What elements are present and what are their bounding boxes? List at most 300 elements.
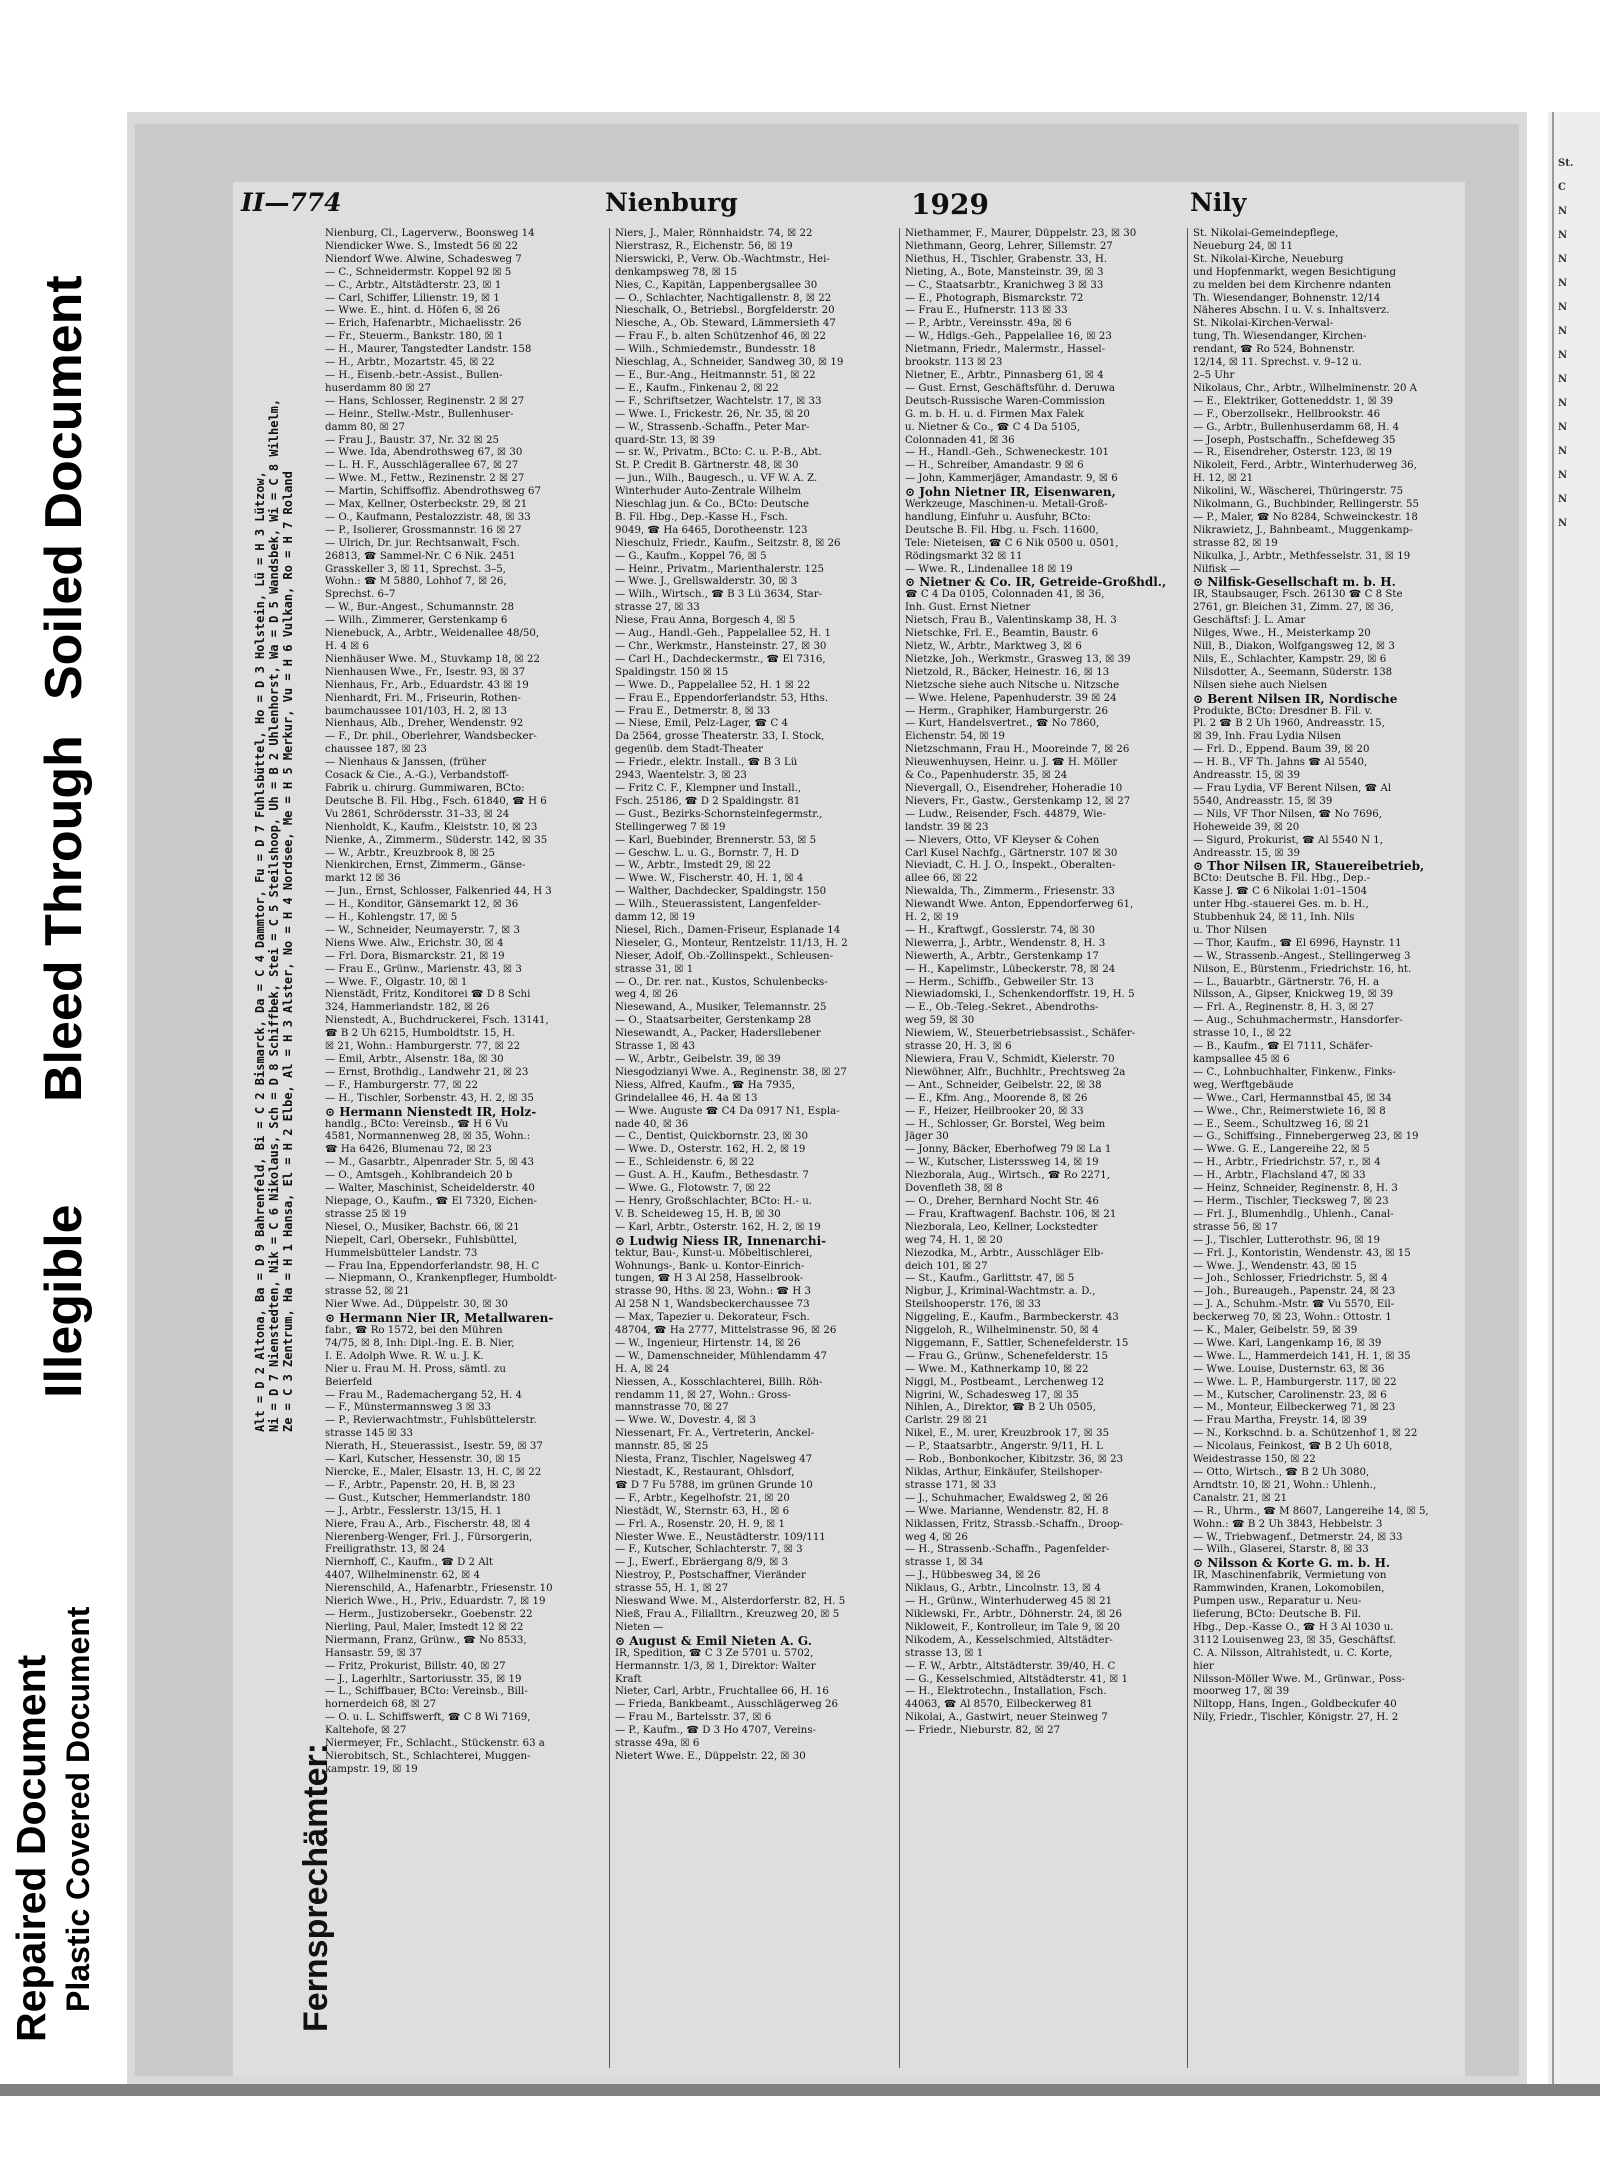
directory-entry: strasse 55, H. 1, ☒ 27: [615, 1583, 729, 1595]
directory-entry: — Herm., Justizobersekr., Goebenstr. 22: [325, 1608, 533, 1620]
directory-entry: landstr. 39 ☒ 23: [905, 821, 989, 833]
directory-entry: — Wwe. Helene, Papenhuderstr. 39 ☒ 24: [905, 692, 1117, 704]
directory-entry: mannstrasse 70, ☒ 27: [615, 1402, 729, 1414]
directory-entry: — W., Strassenb.-Schaffn., Peter Mar-: [615, 421, 810, 433]
fragment-letter: St.: [1558, 158, 1574, 169]
directory-entry: Neueburg 24, ☒ 11: [1193, 240, 1294, 252]
directory-entry: strasse 171, ☒ 33: [905, 1479, 997, 1491]
directory-entry: — F., Dr. phil., Oberlehrer, Wandsbecker-: [325, 731, 537, 743]
directory-entry: — Jun., Ernst, Schlosser, Falkenried 44, H 3: [325, 886, 552, 898]
directory-entry: Nilson, E., Bürstenm., Friedrichstr. 16, ht.: [1193, 963, 1412, 975]
directory-entry: moorweg 17, ☒ 39: [1193, 1686, 1290, 1698]
directory-entry: unter Hbg.-stauerei Ges. m. b. H.,: [1193, 899, 1369, 911]
directory-entry: Arndtstr. 10, ☒ 21, Wohn.: Uhlenh.,: [1193, 1479, 1377, 1491]
directory-entry: — L., Bauarbtr., Gärtnerstr. 76, H. a: [1193, 976, 1380, 988]
directory-entry: Niewalda, Th., Zimmerm., Friesenstr. 33: [905, 886, 1115, 898]
directory-entry: strasse 10, I., ☒ 22: [1193, 1028, 1292, 1040]
directory-entry: Grasskeller 3, ☒ 11, Sprechst. 3–5,: [325, 563, 506, 575]
directory-entry: — Gust. Ernst, Geschäftsführ. d. Deruwa: [905, 382, 1115, 394]
directory-entry: Hermannstr. 1/3, ☒ 1, Direktor: Walter: [615, 1660, 816, 1672]
directory-entry: Niester Wwe. E., Neustädterstr. 109/111: [615, 1531, 826, 1543]
directory-entry: Stubbenhuk 24, ☒ 11, Inh. Nils: [1193, 912, 1355, 924]
directory-entry: — Joh., Bureaugeh., Papenstr. 24, ☒ 23: [1193, 1286, 1396, 1298]
directory-entry: — Wwe. R., Lindenallee 18 ☒ 19: [905, 563, 1073, 575]
directory-entry: & Co., Papenhuderstr. 35, ☒ 24: [905, 770, 1068, 782]
directory-entry: — Karl, Buebinder, Brennerstr. 53, ☒ 5: [615, 834, 817, 846]
directory-entry: Nilsson, A., Gipser, Knickweg 19, ☒ 39: [1193, 989, 1394, 1001]
directory-entry: Wohn.: ☎ M 5880, Lohhof 7, ☒ 26,: [325, 576, 507, 588]
directory-entry: — B., Kaufm., ☎ El 7111, Schäfer-: [1193, 1041, 1373, 1053]
directory-entry: — K., Maler, Geibelstr. 59, ☒ 39: [1193, 1325, 1358, 1337]
directory-entry: handlung, Einfuhr u. Ausfuhr, BCto:: [905, 511, 1091, 523]
directory-entry: Nikrawietz, J., Bahnbeamt., Muggenkamp-: [1193, 524, 1413, 536]
directory-entry: deich 101, ☒ 27: [905, 1260, 988, 1272]
directory-entry: Beierfeld: [325, 1376, 373, 1388]
directory-entry: ⊙ Nietner & Co. IR, Getreide-Großhdl.,: [905, 576, 1167, 590]
directory-entry: — Max, Tapezier u. Dekorateur, Fsch.: [615, 1312, 810, 1324]
directory-entry: ☒ 39, Inh. Frau Lydia Nilsen: [1193, 731, 1341, 743]
directory-column-3: [905, 228, 1183, 2074]
directory-entry: Hbg., Dep.-Kasse O., ☎ H 3 Al 1030 u.: [1193, 1621, 1394, 1633]
soiled-document-label: Soiled Document: [35, 275, 93, 700]
directory-entry: — Wwe., Chr., Reimerstwiete 16, ☒ 8: [1193, 1105, 1386, 1117]
directory-entry: — G., Arbtr., Bullenhuserdamm 68, H. 4: [1193, 421, 1400, 433]
directory-entry: baumchaussee 101/103, H. 2, ☒ 13: [325, 705, 507, 717]
directory-entry: — Frl. Dora, Bismarckstr. 21, ☒ 19: [325, 950, 505, 962]
directory-entry: — Nils, VF Thor Nilsen, ☎ No 7696,: [1193, 808, 1382, 820]
directory-entry: ⊙ Nilfisk-Gesellschaft m. b. H.: [1193, 576, 1396, 590]
directory-entry: — J., Tischler, Lutterothstr. 96, ☒ 19: [1193, 1234, 1381, 1246]
directory-entry: — jun., Wilh., Baugesch., u. VF W. A. Z.: [615, 473, 818, 485]
directory-entry: 26813, ☎ Sammel-Nr. C 6 Nik. 2451: [325, 550, 516, 562]
scan-bottom-edge: [0, 2084, 1600, 2096]
directory-entry: damm 12, ☒ 19: [615, 912, 695, 924]
directory-entry: Niklewski, Fr., Arbtr., Döhnerstr. 24, ☒ 26: [905, 1608, 1122, 1620]
directory-entry: — E., Seem., Schultzweg 16, ☒ 21: [1193, 1118, 1370, 1130]
directory-entry: Steilshooperstr. 176, ☒ 33: [905, 1299, 1041, 1311]
directory-entry: Niestadt, K., Restaurant, Ohlsdorf,: [615, 1467, 795, 1478]
directory-entry: Niezborala, Aug., Wirtsch., ☎ Ro 2271,: [905, 1170, 1110, 1182]
directory-entry: Hummelsbütteler Landstr. 73: [325, 1247, 478, 1259]
directory-columns: [325, 228, 1465, 2074]
directory-entry: ☒ 21, Wohn.: Hamburgerstr. 77, ☒ 22: [325, 1041, 521, 1053]
directory-entry: — Frau M., Rademachergang 52, H. 4: [325, 1389, 523, 1401]
directory-entry: Kraft: [615, 1673, 642, 1685]
directory-entry: Nietzke, Joh., Werkmstr., Grasweg 13, ☒ 39: [905, 653, 1131, 665]
directory-entry: — O., Dr. rer. nat., Kustos, Schulenbecks-: [615, 976, 828, 988]
directory-entry: ⊙ Thor Nilsen IR, Stauereibetrieb,: [1193, 860, 1425, 874]
directory-entry: — Wwe. W., Dovestr. 4, ☒ 3: [615, 1415, 756, 1427]
directory-entry: — H., Grünw., Winterhuderweg 45 ☒ 21: [905, 1596, 1113, 1608]
directory-entry: — E., Kfm. Ang., Moorende 8, ☒ 26: [905, 1092, 1088, 1104]
directory-entry: — R., Eisendreher, Osterstr. 123, ☒ 19: [1193, 447, 1392, 459]
directory-entry: Geschäftsf: J. L. Amar: [1193, 615, 1306, 627]
directory-entry: Nikel, E., M. urer, Kreuzbrook 17, ☒ 35: [905, 1428, 1110, 1440]
directory-entry: Kaltehofe, ☒ 27: [325, 1725, 407, 1737]
directory-entry: G. m. b. H. u. d. Firmen Max Falek: [905, 408, 1084, 420]
adjacent-page-edge: [1548, 112, 1600, 2084]
directory-entry: strasse 49a, ☒ 6: [615, 1738, 700, 1750]
directory-entry: Vu 2861, Schrödersstr. 31–33, ☒ 24: [325, 808, 510, 820]
directory-entry: und Hopfenmarkt, wegen Besichtigung: [1193, 266, 1397, 278]
directory-entry: — H., Schreiber, Amandastr. 9 ☒ 6: [905, 460, 1084, 472]
directory-entry: — O. u. L. Schiffswerft, ☎ C 8 Wi 7169,: [325, 1712, 531, 1724]
directory-entry: St. P. Credit B. Gärtnerstr. 48, ☒ 30: [615, 460, 799, 472]
directory-entry: — O., Amtsgeh., Kohlbrandeich 20 b: [325, 1170, 513, 1182]
directory-entry: strasse 13, ☒ 1: [905, 1647, 984, 1659]
directory-entry: Nieß, Frau A., Filialltrn., Kreuzweg 20, ☒ 5: [615, 1608, 840, 1620]
directory-entry: — John, Kammerjäger, Amandastr. 9, ☒ 6: [905, 473, 1118, 485]
directory-entry: — W., Arbtr., Geibelstr. 39, ☒ 39: [615, 1054, 781, 1065]
directory-page: [233, 182, 1465, 2077]
directory-entry: Niewerra, J., Arbtr., Wendenstr. 8, H. 3: [905, 937, 1106, 949]
directory-entry: Andreasstr. 15, ☒ 39: [1193, 847, 1300, 859]
directory-entry: ⊙ Berent Nilsen IR, Nordische: [1193, 692, 1398, 706]
directory-entry: — Frau E., Hufnerstr. 113 ☒ 33: [905, 305, 1068, 317]
directory-entry: — P., Revierwachtmstr., Fuhlsbüttelerstr.: [325, 1415, 537, 1427]
directory-entry: — J. A., Schuhm.-Mstr. ☎ Vu 5570, Eil-: [1193, 1299, 1395, 1311]
directory-entry: Niers, J., Maler, Rönnhaidstr. 74, ☒ 22: [615, 228, 813, 239]
directory-entry: — Ludw., Reisender, Fsch. 44879, Wie-: [905, 808, 1106, 820]
directory-entry: — Joseph, Postschaffn., Schefdeweg 35: [1193, 434, 1396, 446]
directory-entry: Nikloweit, F., Kontrolleur, im Tale 9, ☒ 20: [905, 1621, 1121, 1633]
condition-labels: [0, 0, 125, 2100]
directory-entry: — Walther, Dachdecker, Spaldingstr. 150: [615, 886, 827, 898]
directory-entry: — Fritz C. F., Klempner und Install.,: [615, 782, 802, 794]
directory-entry: Niewiera, Frau V., Schmidt, Kielerstr. 70: [905, 1054, 1115, 1065]
directory-entry: — J., Hübbesweg 34, ☒ 26: [905, 1570, 1041, 1582]
directory-entry: Wohnungs-, Bank- u. Kontor-Einrich-: [615, 1260, 805, 1272]
fragment-letter: N: [1558, 326, 1568, 337]
directory-entry: 324, Hammerlandstr. 182, ☒ 26: [325, 1002, 490, 1014]
directory-entry: Sprechst. 6–7: [325, 589, 396, 601]
directory-entry: — P., Staatsarbtr., Angerstr. 9/11, H. L: [905, 1441, 1103, 1453]
directory-entry: Eichenstr. 54, ☒ 19: [905, 731, 1005, 743]
directory-entry: — G., Kaufm., Koppel 76, ☒ 5: [615, 550, 767, 562]
directory-entry: Nieswand Wwe. M., Alsterdorferstr. 82, H. 5: [615, 1596, 846, 1608]
directory-entry: 3112 Louisenweg 23, ☒ 35, Geschäftsf.: [1193, 1634, 1396, 1646]
directory-entry: brookstr. 113 ☒ 23: [905, 357, 1003, 369]
directory-entry: — Wwe. J., Grellswalderstr. 30, ☒ 3: [615, 576, 798, 588]
directory-entry: Carl Kusel Nachfg., Gärtnerstr. 107 ☒ 30: [905, 847, 1118, 859]
directory-entry: Niklaus, G., Arbtr., Lincolnstr. 13, ☒ 4: [905, 1583, 1101, 1595]
directory-entry: Nikolaus, Chr., Arbtr., Wilhelminenstr. 20 A: [1193, 382, 1418, 394]
directory-entry: — W., Triebwagenf., Detmerstr. 24, ☒ 33: [1193, 1531, 1403, 1543]
directory-entry: Nikolmann, G., Buchbinder, Rellingerstr. 55: [1193, 499, 1419, 511]
directory-entry: — W., Ingenieur, Hirtenstr. 14, ☒ 26: [615, 1337, 801, 1349]
directory-entry: Nilsdotter, A., Seemann, Süderstr. 138: [1193, 666, 1393, 678]
directory-entry: — Kurt, Handelsvertret., ☎ No 7860,: [905, 718, 1100, 730]
directory-entry: — Gust., Bezirks-Schornsteinfegermstr.,: [615, 808, 823, 820]
directory-entry: Nilges, Wwe., H., Meisterkamp 20: [1193, 628, 1371, 640]
directory-entry: Nils, E., Schlachter, Kampstr. 29, ☒ 6: [1193, 653, 1387, 665]
directory-entry: — Niepmann, O., Krankenpfleger, Humboldt-: [325, 1273, 558, 1285]
directory-entry: Deutsche B. Fil. Hbg. u. Fsch. 11600,: [905, 524, 1099, 536]
directory-entry: Nievers, Fr., Gastw., Gerstenkamp 12, ☒ 27: [905, 795, 1131, 807]
directory-entry: — Ant., Schneider, Geibelstr. 22, ☒ 38: [905, 1079, 1102, 1091]
directory-entry: ⊙ August & Emil Nieten A. G.: [615, 1634, 812, 1648]
directory-entry: Nienholdt, K., Kaufm., Kleiststr. 10, ☒ 23: [325, 821, 538, 833]
directory-entry: — R., Uhrm., ☎ M 8607, Langereihe 14, ☒ 5,: [1193, 1505, 1429, 1517]
directory-entry: ⊙ Nilsson & Korte G. m. b. H.: [1193, 1557, 1391, 1571]
directory-entry: Nieter, Carl, Arbtr., Fruchtallee 66, H. 16: [615, 1686, 829, 1698]
directory-entry: — Wwe. D., Osterstr. 162, H. 2, ☒ 19: [615, 1144, 806, 1156]
directory-entry: — sr. W., Privatm., BCto: C. u. P.-B., Abt.: [615, 447, 822, 459]
phone-key-line: Alt = D 2 Altona, Ba = D 9 Bahrenfeld, Bi = C 2 Bismarck, Da = C 4 Dammtor, Fu = D 7 Fuhlsbüttel, Ho = D 3 Holstein, Lü = H 3 Lützow,: [253, 471, 267, 1432]
directory-entry: strasse 145 ☒ 33: [325, 1428, 414, 1440]
directory-entry: Th. Wiesendanger, Bohnenstr. 12/14: [1193, 292, 1381, 304]
directory-entry: Nietsch, Frau B., Valentinskamp 38, H. 3: [905, 615, 1117, 627]
fragment-letter: N: [1558, 494, 1568, 505]
directory-entry: u. Thor Nilsen: [1193, 924, 1267, 936]
directory-entry: Nier Wwe. Ad., Düppelstr. 30, ☒ 30: [325, 1299, 508, 1311]
directory-entry: nade 40, ☒ 36: [615, 1118, 689, 1130]
directory-entry: 5540, Andreasstr. 15, ☒ 39: [1193, 795, 1333, 807]
directory-entry: Nikolai, A., Gastwirt, neuer Steinweg 7: [905, 1712, 1108, 1724]
directory-entry: Näheres Abschn. I u. V. s. Inhaltsverz.: [1193, 305, 1390, 317]
directory-entry: — H., Eisenb.-betr.-Assist., Bullen-: [325, 369, 503, 381]
directory-entry: — Martin, Schiffsoffiz. Abendrothsweg 67: [325, 486, 541, 498]
directory-entry: Niesta, Franz, Tischler, Nagelsweg 47: [615, 1454, 813, 1466]
directory-entry: B. Fil. Hbg., Dep.-Kasse H., Fsch.: [615, 511, 788, 523]
directory-entry: — H., Maurer, Tangstedter Landstr. 158: [325, 344, 532, 356]
directory-entry: Niltopp, Hans, Ingen., Goldbeckufer 40: [1193, 1699, 1397, 1711]
directory-entry: St. Nikolai-Kirche, Neueburg: [1193, 253, 1344, 265]
directory-entry: — W., Arbtr., Kreuzbrook 8, ☒ 25: [325, 847, 495, 859]
directory-entry: ☎ Ha 6426, Blumenau 72, ☒ 23: [325, 1144, 492, 1156]
directory-entry: Al 258 N 1, Wandsbeckerchaussee 73: [615, 1299, 810, 1311]
directory-entry: ⊙ Ludwig Niess IR, Innenarchi-: [615, 1234, 827, 1248]
directory-entry: — C., Dentist, Quickbornstr. 23, ☒ 30: [615, 1131, 808, 1143]
directory-entry: — O., Staatsarbeiter, Gerstenkamp 28: [615, 1015, 812, 1027]
directory-entry: 74/75, ☒ 8, Inh: Dipl.-Ing. E. B. Nier,: [325, 1337, 515, 1349]
directory-column-4: [1193, 228, 1471, 2074]
directory-entry: — Heinr., Stellw.-Mstr., Bullenhuser-: [325, 408, 514, 420]
directory-entry: Niens Wwe. Alw., Erichstr. 30, ☒ 4: [325, 937, 504, 949]
directory-entry: beckerweg 70, ☒ 23, Wohn.: Ottostr. 1: [1193, 1312, 1392, 1324]
fragment-letter: N: [1558, 206, 1568, 217]
directory-entry: 4581, Normannenweg 28, ☒ 35, Wohn.:: [325, 1131, 531, 1143]
directory-entry: IR, Staubsauger, Fsch. 26130 ☎ C 8 Ste: [1193, 589, 1403, 601]
directory-entry: Niggl, M., Postbeamt., Lerchenweg 12: [905, 1376, 1105, 1388]
directory-entry: — Chr., Werkmstr., Hansteinstr. 27, ☒ 30: [615, 641, 827, 652]
directory-entry: Niethammer, F., Maurer, Düppelstr. 23, ☒ 30: [905, 228, 1137, 239]
directory-entry: — Wilh., Schmiedemstr., Bundesstr. 18: [615, 344, 816, 356]
directory-entry: — Wwe. Marianne, Wendenstr. 82, H. 8: [905, 1505, 1109, 1517]
directory-entry: strasse 25 ☒ 19: [325, 1208, 407, 1220]
directory-entry: — H., Konditor, Gänsemarkt 12, ☒ 36: [325, 899, 519, 911]
directory-entry: Strasse 1, ☒ 43: [615, 1041, 696, 1053]
directory-entry: strasse 90, Hths. ☒ 23, Wohn.: ☎ H 3: [615, 1286, 811, 1298]
directory-entry: tektur, Bau-, Kunst-u. Möbeltischlerei,: [615, 1247, 813, 1259]
directory-entry: — Wwe. F., Olgastr. 10, ☒ 1: [325, 976, 468, 988]
directory-entry: — Frau G., Grünw., Schenefelderstr. 15: [905, 1350, 1108, 1362]
directory-entry: Deutsche B. Fil. Hbg., Fsch. 61840, ☎ H 6: [325, 795, 547, 807]
directory-entry: — Max, Kellner, Osterbeckstr. 29, ☒ 21: [325, 499, 528, 511]
directory-entry: St. Nikolai-Gemeindepflege,: [1193, 228, 1339, 239]
directory-entry: Nikulka, J., Arbtr., Methfesselstr. 31, ☒ 19: [1193, 550, 1411, 562]
directory-entry: — St., Kaufm., Garlittstr. 47, ☒ 5: [905, 1273, 1075, 1285]
directory-entry: 2761, gr. Bleichen 31, Zimm. 27, ☒ 36,: [1193, 602, 1394, 614]
directory-entry: 2943, Waentelstr. 3, ☒ 23: [615, 770, 747, 782]
directory-entry: — F., Hamburgerstr. 77, ☒ 22: [325, 1079, 478, 1091]
directory-entry: Nienstädt, Fritz, Konditorei ☎ D 8 Schi: [325, 989, 531, 1001]
directory-entry: Fsch. 25186, ☎ D 2 Spaldingstr. 81: [615, 795, 801, 807]
header-year: 1929: [911, 188, 989, 221]
directory-entry: 48704, ☎ Ha 2777, Mittelstrasse 96, ☒ 26: [615, 1325, 837, 1337]
directory-entry: huserdamm 80 ☒ 27: [325, 382, 431, 394]
directory-entry: Niermeyer, Fr., Schlacht., Stückenstr. 63 a: [325, 1738, 545, 1750]
phone-key-legend: [253, 399, 295, 1432]
directory-entry: Nikodem, A., Kesselschmied, Altstädter-: [905, 1634, 1113, 1646]
directory-entry: Nies, C., Kapitän, Lappenbergsallee 30: [615, 279, 818, 291]
directory-entry: Niethus, H., Tischler, Grabenstr. 33, H.: [905, 253, 1108, 265]
directory-entry: — Herm., Schiffb., Gebweiler Str. 13: [905, 976, 1094, 988]
directory-entry: — Wwe. Auguste ☎ C4 Da 0917 N1, Espla-: [615, 1105, 840, 1117]
directory-entry: Pumpen usw., Reparatur u. Neu-: [1193, 1596, 1362, 1608]
directory-entry: — Wilh., Wirtsch., ☎ B 3 Lü 3634, Star-: [615, 589, 823, 601]
directory-entry: — Heinr., Privatm., Marienthalerstr. 125: [615, 563, 825, 575]
directory-entry: — F. W., Arbtr., Altstädterstr. 39/40, H. C: [905, 1660, 1116, 1672]
directory-entry: ☎ B 2 Uh 6215, Humboldtstr. 15, H.: [325, 1028, 515, 1040]
directory-entry: Niggeling, E., Kaufm., Barmbeckerstr. 43: [905, 1312, 1119, 1324]
directory-entry: Nievergall, O., Eisendreher, Hoheradie 10: [905, 782, 1123, 794]
directory-entry: — Friedr., elektr. Install., ☎ B 3 Lü: [615, 757, 798, 769]
directory-entry: strasse 1, ☒ 34: [905, 1557, 984, 1569]
directory-entry: — Wilh., Steuerassistent, Langenfelder-: [615, 899, 821, 911]
directory-entry: — Geschw. L. u. G., Bornstr. 7, H. D: [615, 847, 799, 859]
directory-entry: — Karl, Kutscher, Hessenstr. 30, ☒ 15: [325, 1454, 521, 1466]
directory-entry: Winterhuder Auto-Zentrale Wilhelm: [615, 486, 802, 498]
directory-entry: Nieuwenhuysen, Heinr. u. J. ☎ H. Möller: [905, 757, 1118, 769]
directory-entry: Nienhausen Wwe., Fr., Isestr. 93, ☒ 37: [325, 666, 526, 678]
directory-entry: mannstr. 85, ☒ 25: [615, 1441, 709, 1453]
directory-entry: Freiligrathstr. 13, ☒ 24: [325, 1544, 446, 1556]
fragment-letter: N: [1558, 350, 1568, 361]
directory-entry: — Emil, Arbtr., Alsenstr. 18a, ☒ 30: [325, 1054, 504, 1065]
directory-entry: — Wwe. W., Fischerstr. 40, H. 1, ☒ 4: [615, 873, 804, 885]
directory-entry: — Frau E., Eppendorferlandstr. 53, Hths.: [615, 692, 829, 704]
directory-entry: — Wwe. M., Fettw., Rezinenstr. 2 ☒ 27: [325, 473, 525, 485]
directory-entry: ☎ D 7 Fu 5788, im grünen Grunde 10: [615, 1479, 813, 1491]
directory-entry: — H., Arbtr., Mozartstr. 45, ☒ 22: [325, 357, 495, 369]
page-border: [135, 124, 1519, 2076]
phone-exchange-key: [251, 242, 335, 2032]
directory-column-1: [325, 228, 603, 2074]
directory-entry: — Herm., Graphiker, Hamburgerstr. 26: [905, 705, 1108, 717]
directory-entry: Hansastr. 59, ☒ 37: [325, 1647, 423, 1659]
directory-entry: — Aug., Schuhmachermstr., Hansdorfer-: [1193, 1015, 1403, 1027]
directory-entry: weg 4, ☒ 26: [905, 1531, 968, 1543]
phone-key-line: Ze = C 3 Zentrum, Ha = H 1 Hansa, El = H 2 Elbe, Al = H 3 Alster, No = H 4 Nordsee, Me = H 5 Merkur, Vu = H 6 Vulkan, Ro = H 7 Roland: [281, 471, 295, 1432]
directory-entry: Nieten —: [615, 1621, 664, 1633]
directory-entry: — H., Arbtr., Friedrichstr. 57, r., ☒ 4: [1193, 1157, 1381, 1169]
directory-entry: Niese, Frau Anna, Borgesch 4, ☒ 5: [615, 615, 796, 627]
directory-entry: — G., Kesselschmied, Altstädterstr. 41, ☒ 1: [905, 1673, 1128, 1685]
directory-entry: — E., Kaufm., Finkenau 2, ☒ 22: [615, 382, 779, 394]
directory-entry: Nietner, E., Arbtr., Pinnasberg 61, ☒ 4: [905, 369, 1104, 381]
directory-entry: strasse 20, H. 3, ☒ 6: [905, 1041, 1012, 1053]
directory-entry: Nieschalk, O., Betriebsl., Borgfelderstr. 20: [615, 305, 835, 317]
directory-entry: BCto: Deutsche B. Fil. Hbg., Dep.-: [1193, 873, 1371, 885]
directory-entry: Niezborala, Leo, Kellner, Lockstedter: [905, 1221, 1098, 1233]
directory-entry: Nieser, Adolf, Ob.-Zollinspekt., Schleusen-: [615, 950, 834, 962]
directory-entry: fabr., ☎ Ro 1572, bei den Mühren: [325, 1325, 503, 1337]
directory-entry: — Frl. J., Blumenhdlg., Uhlenh., Canal-: [1193, 1208, 1394, 1220]
directory-entry: — Niese, Emil, Pelz-Lager, ☎ C 4: [615, 718, 789, 730]
directory-entry: Nienke, A., Zimmerm., Süderstr. 142, ☒ 35: [325, 834, 548, 846]
directory-entry: — E., Elektriker, Gotteneddstr. 1, ☒ 39: [1193, 395, 1394, 407]
directory-entry: Niewöhner, Alfr., Buchhltr., Prechtsweg 2a: [905, 1066, 1126, 1078]
directory-entry: denkampsweg 78, ☒ 15: [615, 266, 738, 278]
directory-entry: Niesewandt, A., Packer, Hadersllebener: [615, 1028, 821, 1040]
directory-entry: Fabrik u. chirurg. Gummiwaren, BCto:: [325, 782, 525, 794]
directory-entry: — Walter, Maschinist, Scheidelderstr. 40: [325, 1183, 535, 1195]
column-divider: [899, 228, 900, 2068]
directory-entry: — Aug., Handl.-Geh., Pappelallee 52, H. 1: [615, 628, 831, 640]
directory-entry: chaussee 187, ☒ 23: [325, 744, 427, 756]
directory-entry: — Wwe., Carl, Hermannstbal 45, ☒ 34: [1193, 1092, 1392, 1104]
directory-entry: — Nievers, Otto, VF Kleyser & Cohen: [905, 834, 1100, 846]
directory-entry: Nienhardt, Fri. M., Friseurin, Rothen-: [325, 692, 521, 704]
directory-entry: Nietz, W., Arbtr., Marktweg 3, ☒ 6: [905, 641, 1082, 652]
directory-entry: damm 80, ☒ 27: [325, 421, 405, 433]
directory-entry: — Erich, Hafenarbtr., Michaelisstr. 26: [325, 318, 522, 330]
directory-entry: — Wwe. Louise, Dusternstr. 63, ☒ 36: [1193, 1363, 1385, 1375]
directory-entry: — C., Lohnbuchhalter, Finkenw., Finks-: [1193, 1066, 1396, 1078]
directory-entry: — Rob., Bonbonkocher, Kibitzstr. 36, ☒ 23: [905, 1454, 1124, 1466]
directory-entry: Niklassen, Fritz, Strassb.-Schaffn., Droop-: [905, 1518, 1124, 1530]
directory-entry: ☎ C 4 Da 0105, Colonnaden 41, ☒ 36,: [905, 589, 1105, 601]
directory-entry: weg 4, ☒ 26: [615, 989, 678, 1001]
directory-entry: Niesel, O., Musiker, Bachstr. 66, ☒ 21: [325, 1221, 520, 1233]
directory-entry: — W., Strassenb.-Angest., Stellingerweg 3: [1193, 950, 1411, 962]
directory-entry: — Henry, Großschlachter, BCto: H.- u.: [615, 1195, 813, 1207]
directory-entry: H. A, ☒ 24: [615, 1363, 670, 1375]
bleed-through-label: Bleed Through: [35, 735, 93, 1102]
directory-entry: — H., Strassenb.-Schaffn., Pagenfelder-: [905, 1544, 1110, 1556]
directory-entry: — M., Kutscher, Carolinenstr. 23, ☒ 6: [1193, 1389, 1387, 1401]
directory-entry: — F., Arbtr., Papenstr. 20, H. B, ☒ 23: [325, 1479, 516, 1491]
directory-entry: — Herm., Tischler, Tiecksweg 7, ☒ 23: [1193, 1195, 1389, 1207]
directory-entry: — Wwe. G., Flotowstr. 7, ☒ 22: [615, 1183, 771, 1195]
directory-entry: Nienkirchen, Ernst, Zimmerm., Gänse-: [325, 860, 526, 872]
directory-entry: — F., Kutscher, Schlachterstr. 7, ☒ 3: [615, 1544, 803, 1556]
directory-entry: H. 4 ☒ 6: [325, 641, 369, 652]
directory-entry: — Frau J., Baustr. 37, Nr. 32 ☒ 25: [325, 434, 500, 446]
directory-entry: — F., Oberzollsekr., Hellbrookstr. 46: [1193, 408, 1381, 420]
directory-entry: Canalstr. 21, ☒ 21: [1193, 1492, 1288, 1504]
directory-entry: — H., Schlosser, Gr. Borstel, Weg beim: [905, 1118, 1106, 1130]
directory-entry: Nierath, H., Steuerassist., Isestr. 59, ☒ 37: [325, 1441, 543, 1453]
phone-key-line: Ni = D 7 Nienstedten, Nik = C 6 Nikolaus, Sch = D 8 Schiffbek, Stei = C 5 Steilshoop, Uh = B 2 Uhlenhorst, Wa = D 5 Wandsbek, Wi = C 8 Wilhelm,: [267, 398, 281, 1432]
fragment-letter: N: [1558, 446, 1568, 457]
directory-entry: — Sigurd, Prokurist, ☎ Al 5540 N 1,: [1193, 834, 1383, 846]
directory-entry: weg 59, ☒ 30: [905, 1015, 975, 1027]
directory-entry: — W., Hdlgs.-Geh., Pappelallee 16, ☒ 23: [905, 331, 1112, 343]
directory-entry: Nihlen, A., Direktor, ☎ B 2 Uh 0505,: [905, 1402, 1097, 1414]
directory-entry: gegenüb. dem Stadt-Theater: [615, 744, 763, 756]
directory-entry: — F., Arbtr., Kegelhofstr. 21, ☒ 20: [615, 1492, 790, 1504]
directory-entry: quard-Str. 13, ☒ 39: [615, 434, 716, 446]
directory-entry: Niethmann, Georg, Lehrer, Sillemstr. 27: [905, 240, 1113, 252]
directory-entry: Nilsson-Möller Wwe. M., Grünwar., Poss-: [1193, 1673, 1405, 1685]
directory-entry: — Wwe. L. P., Hamburgerstr. 117, ☒ 22: [1193, 1376, 1397, 1388]
directory-entry: — M., Gasarbtr., Alpenrader Str. 5, ☒ 43: [325, 1157, 534, 1169]
directory-entry: — Fritz, Prokurist, Billstr. 40, ☒ 27: [325, 1660, 506, 1672]
directory-entry: Niesel, Rich., Damen-Friseur, Esplanade 14: [615, 924, 841, 936]
directory-entry: — J., Arbtr., Fesslerstr. 13/15, H. 1: [325, 1505, 503, 1517]
